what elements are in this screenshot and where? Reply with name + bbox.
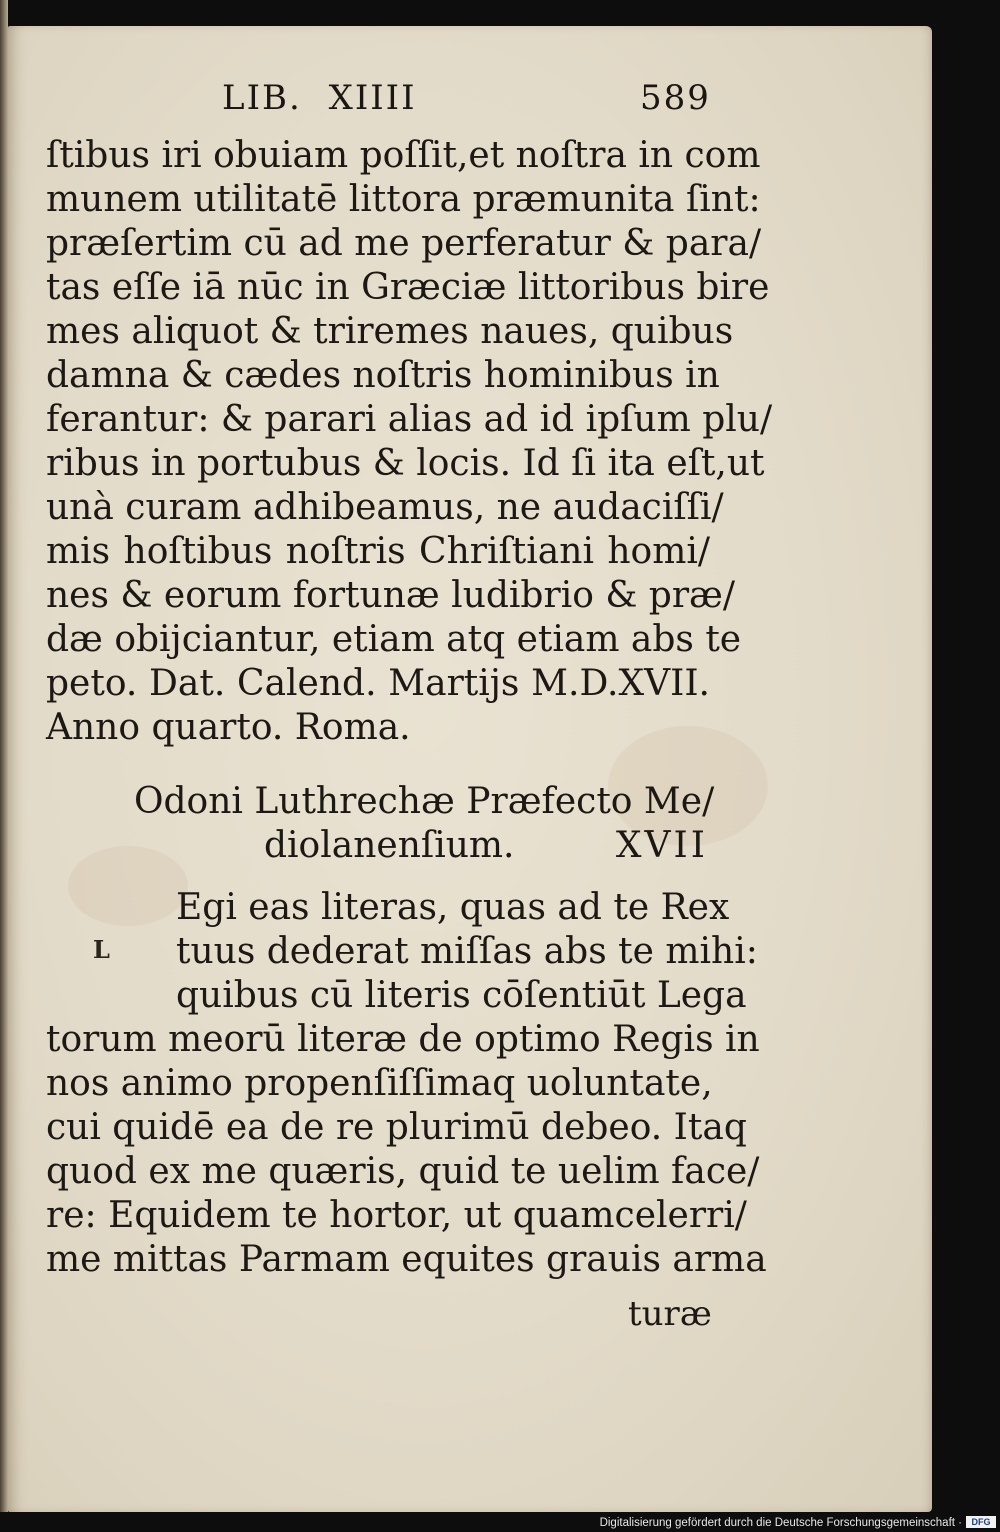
text-line: ribus in portubus & locis. Id ſi ita eſt,ut [46, 443, 765, 484]
letter-heading [134, 780, 715, 868]
letter-text-block [46, 886, 767, 1282]
text-line: tuus dederat miſſas abs te mihi: [176, 931, 758, 972]
text-line: nos animo propenſiſſimaq uoluntate, [46, 1063, 713, 1104]
running-head-title: LIB. XIIII [222, 78, 417, 118]
text-line: me mittas Parmam equites grauis arma [46, 1239, 767, 1280]
heading-recipient: diolanenſium. [264, 825, 515, 866]
text-line: Anno quarto. Roma. [46, 707, 411, 748]
text-line: munem utilitatē littora præmunita ſint: [46, 179, 761, 220]
initial-letter: L [93, 935, 110, 964]
text-line: mes aliquot & triremes naues, quibus [46, 311, 734, 352]
dfg-logo-icon: DFG [966, 1516, 996, 1528]
text-line: præſertim cū ad me perferatur & para/ [46, 223, 762, 264]
text-line: peto. Dat. Calend. Martijs M.D.XVII. [46, 663, 710, 704]
text-line: dæ obijciantur, etiam atq etiam abs te [46, 619, 742, 660]
text-line: damna & cædes noſtris hominibus in [46, 355, 720, 396]
main-text-block [46, 134, 773, 750]
heading-line: Odoni Luthrechæ Præfecto Me/ [134, 781, 715, 822]
text-line: tas eſſe iā nūc in Græciæ littoribus bire [46, 267, 770, 308]
text-line: mis hoſtibus noſtris Chriſtiani homi/ [46, 531, 710, 572]
text-line: ferantur: & parari alias ad id ipſum plu/ [46, 399, 773, 440]
text-line: ſtibus iri obuiam poſſit,et noſtra in com [46, 135, 761, 176]
text-line: unà curam adhibeamus, ne audaciſſi/ [46, 487, 724, 528]
text-line: re: Equidem te hortor, ut quamcelerri/ [46, 1195, 747, 1236]
text-line: quibus cū literis cōſentiūt Lega [176, 975, 747, 1016]
text-line: torum meorū literæ de optimo Regis in [46, 1019, 760, 1060]
text-line: Egi eas literas, quas ad te Rex [176, 887, 730, 928]
text-line: quod ex me quæris, quid te uelim face/ [46, 1151, 760, 1192]
text-line: nes & eorum fortunæ ludibrio & præ/ [46, 575, 736, 616]
book-spine-edge [0, 0, 8, 1532]
running-head [0, 78, 1000, 118]
footer-credit: Digitalisierung gefördert durch die Deutsche Forschungsgemeinschaft · [599, 1517, 962, 1529]
page-number: 589 [640, 78, 711, 118]
letter-number: XVII [615, 825, 708, 866]
text-line: cui quidē ea de re plurimū debeo. Itaq [46, 1107, 747, 1148]
catchword: turæ [628, 1294, 712, 1334]
footer-bar [0, 1512, 1000, 1532]
heading-line-2 [134, 824, 712, 868]
